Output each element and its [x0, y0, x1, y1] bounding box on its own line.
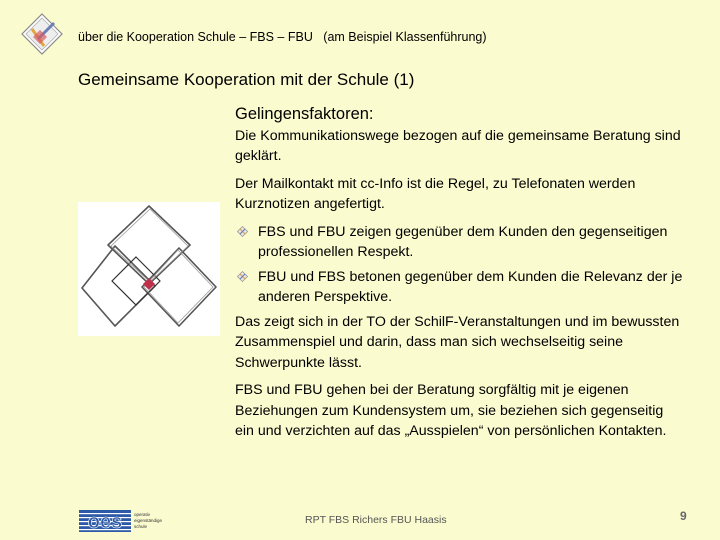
oes-logo-text: oes [87, 511, 123, 532]
slide-subtitle: Gemeinsame Kooperation mit der Schule (1) [78, 70, 415, 89]
paragraph-relationships: FBS und FBU gehen bei der Beratung sorgfältig mit je eigenen Beziehungen zum Kundensystem um, sie beziehen sich gegenseitig ein und verzichten auf das „Ausspielen“ von persönlichen Kontakten. [235, 382, 667, 439]
paragraph-mail-contact: Der Mailkontakt mit cc-Info ist die Regel, zu Telefonaten werden Kurznotizen angefertigt. [235, 175, 636, 212]
paragraph-communication: Die Kommunikationswege bezogen auf die gemeinsame Beratung sind geklärt. [235, 127, 681, 164]
content-area [235, 104, 685, 449]
bullet-text: FBS und FBU zeigen gegenüber dem Kunden den gegenseitigen professionellen Respekt. [258, 223, 668, 260]
logo-tagline-3: schule [134, 524, 148, 529]
content-heading [235, 104, 685, 126]
logo-tagline-2: eigenständige [134, 518, 163, 523]
bullet-item [235, 222, 685, 263]
logo-tagline-1: operativ [134, 512, 151, 517]
paragraph-schilf: Das zeigt sich in der TO der SchilF-Veranstaltungen und im bewussten Zusammenspiel und darin, dass man sich wechselseitig seine Schwerpunkte lässt. [235, 313, 680, 371]
page-number: 9 [680, 509, 687, 523]
footer-text: RPT FBS Richers FBU Haasis [305, 514, 447, 526]
oes-logo-icon [79, 510, 165, 532]
header-title: über die Kooperation Schule – FBS – FBU (am Beispiel Klassenführung) [78, 30, 487, 44]
bullet-text: FBU und FBS betonen gegenüber dem Kunden die Relevanz der je anderen Perspektive. [258, 268, 683, 305]
heading-text: Gelingensfaktoren: [235, 105, 374, 123]
overlapping-squares-figure [78, 202, 220, 336]
bullet-icon [237, 226, 248, 237]
presentation-logo-icon [20, 12, 64, 56]
bullet-icon [237, 271, 248, 282]
bullet-item [235, 267, 685, 308]
